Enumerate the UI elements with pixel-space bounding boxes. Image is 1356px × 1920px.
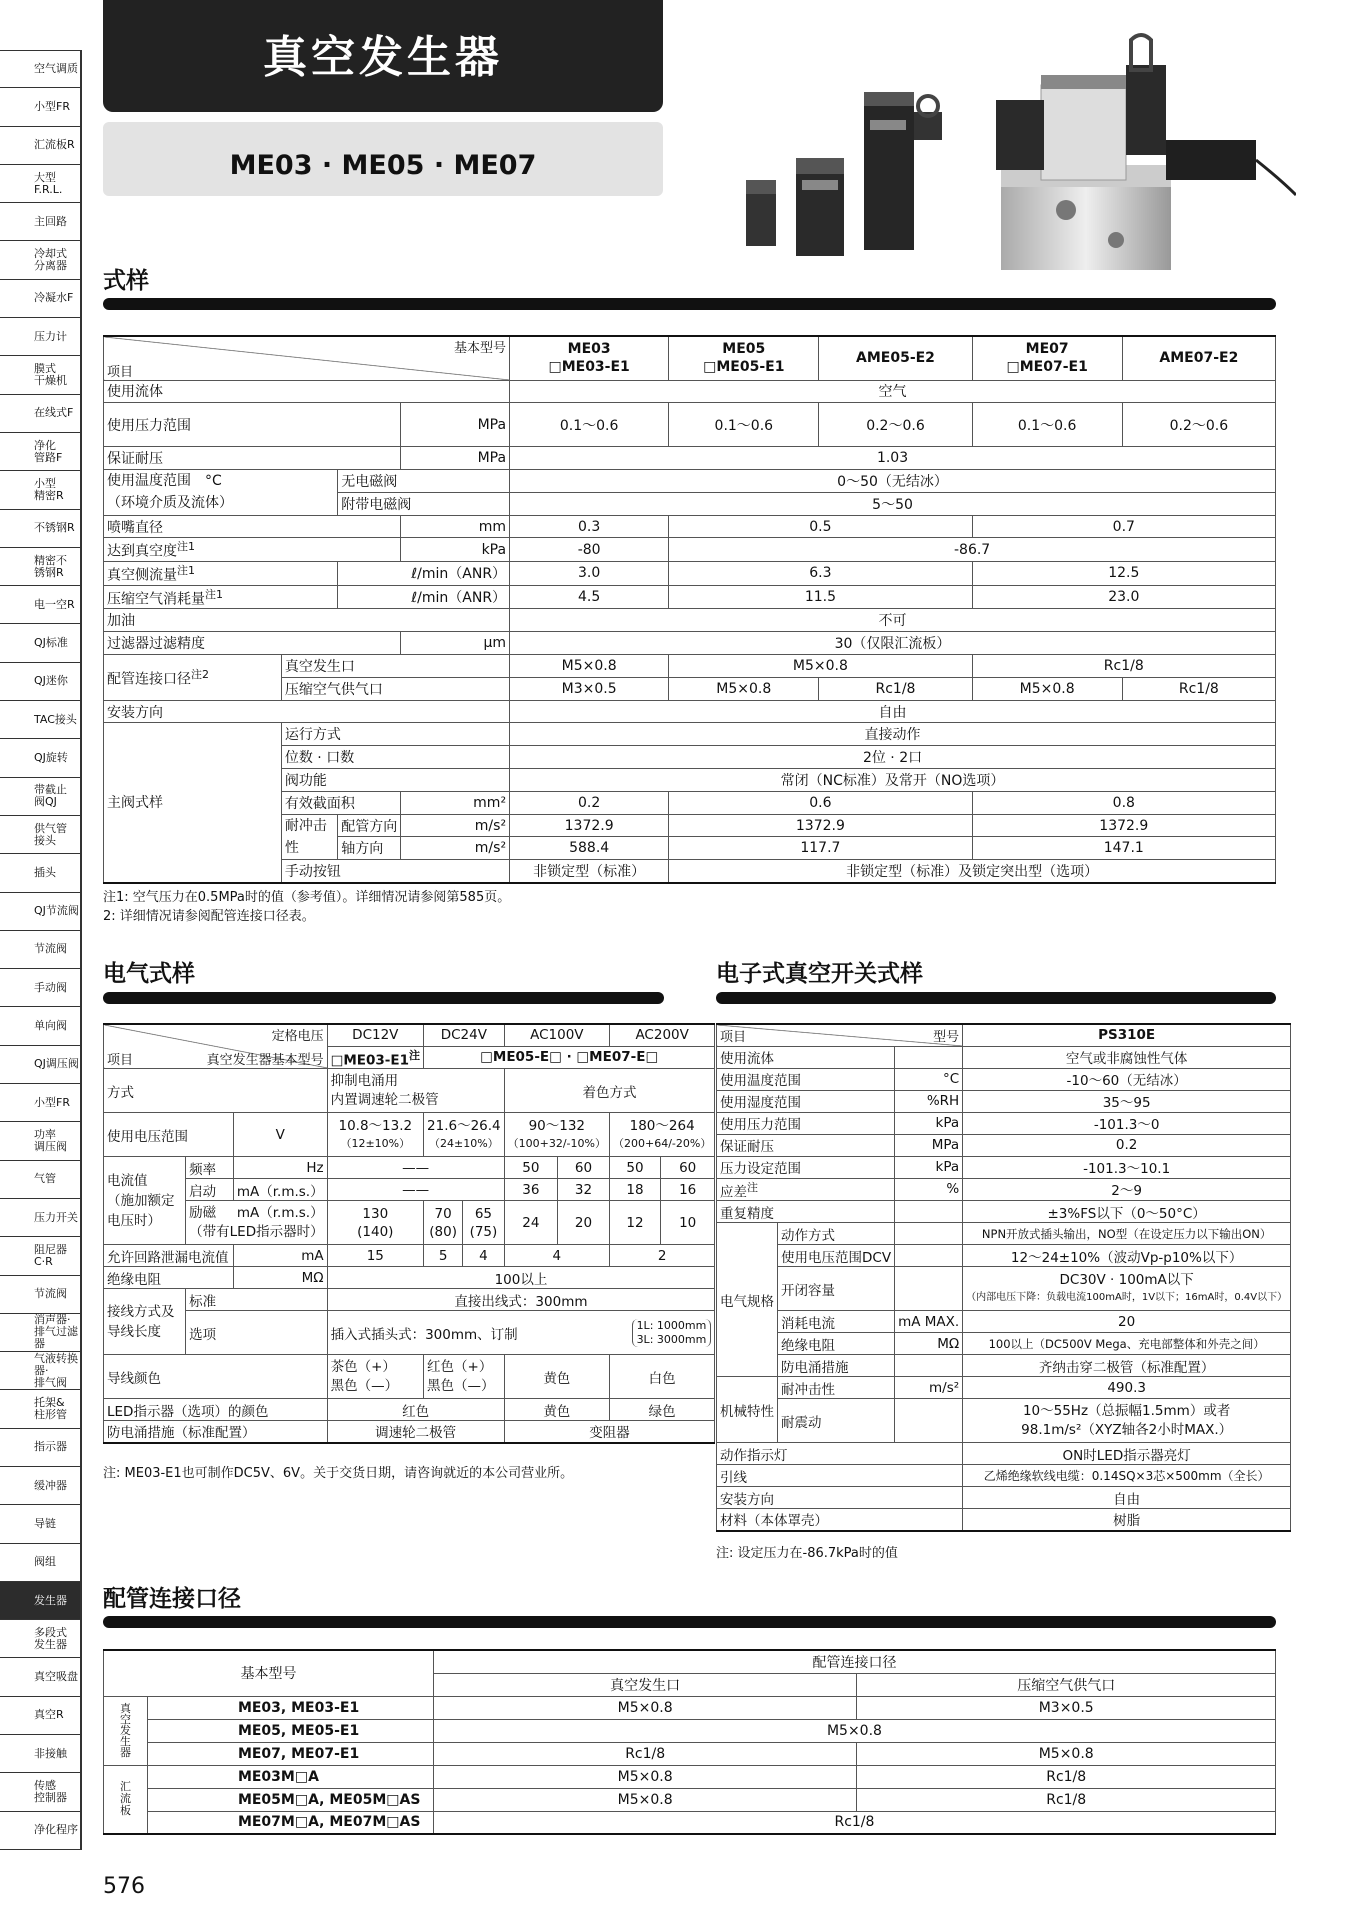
sidebar-item[interactable]: 精密不 锈钢R xyxy=(0,548,82,586)
sidebar-item[interactable]: 托架& 柱形管 xyxy=(0,1390,82,1428)
electrical-table: 定格电压 项目 真空发生器基本型号 DC12V DC24V AC100V AC200V $□ME03-E1^注$ □ME05-E□ · □ME07-E□ 方式 抑制电涌用 内置调速轮二极管 着色方式 使用电压范围 V 10.8～13.2 （12±10%） 21.6～26.4 （24±10%） 90～132 （100+32/-10%） 180～264 （200+64/-20%） 电流值 （施加额定 电压时） 频率 Hz —— 50 60 50 60 启动 mA（r.m.s.） —— 36 32 18 16 励磁 mA（r.m.s.） （带有LED指示器时） 130 (140) 70 (80) 65 (75) 24 20 12 10 允许回路泄漏电流值 mA 15 5 4 4 2 绝缘电阻 MΩ 100以上 接线方式及 导线长度 标准 直接出线式：300mm 选项 插入式插头式：300mm、订制 1L: 1000mm 3L: 3000mm 导线颜色 茶色（+） 黑色（—） 红色（+） 黑色（—） 黄色 白色 LED指示器（选项）的颜色 红色 黄色 绿色 防电涌措施（标准配置） 调速轮二极管 变阻器 xyxy=(103,1023,715,1444)
sidebar-item[interactable]: QJ标准 xyxy=(0,624,82,662)
spec-table: 基本型号 项目 ME03 □ME03-E1 ME05 □ME05-E1 AME05-E2 ME07 □ME07-E1 AME07-E2 使用流体 空气 使用压力范围 MPa 0.1～0.6 0.1～0.6 0.2～0.6 0.1～0.6 0.2～0.6 保证耐压 MPa 1.03 使用温度范围 °C （环境介质及流体） 无电磁阀 0～50（无结冰） 附带电磁阀 5～50 喷嘴直径 mm 0.3 0.5 0.7 达到真空度$^{注1}$ kPa -80 -86.7 真空侧流量$^{注1}$ ℓ/min（ANR） 3.0 6.3 12.5 压缩空气消耗量$^{注1}$ ℓ/min（ANR） 4.5 11.5 23.0 加油 不可 过滤器过滤精度 μm 30（仅限汇流板） 配管连接口径$^{注2}$ 真空发生口 M5×0.8 M5×0.8 Rc1/8 压缩空气供气口 M3×0.5 M5×0.8 Rc1/8 M5×0.8 Rc1/8 安装方向 自由 主阀式样 运行方式 直接动作 位数 · 口数 2位 · 2口 阀功能 常闭（NC标准）及常开（NO选项） 有效截面积 mm² 0.2 0.6 0.8 耐冲击 性 配管方向 m/s² 1372.9 1372.9 1372.9 轴方向 m/s² 588.4 117.7 147.1 手动按钮 非锁定型（标准） 非锁定型（标准）及锁定突出型（选项） xyxy=(103,335,1276,884)
switch-note: 注: 设定压力在-86.7kPa时的值 xyxy=(716,1546,898,1561)
sidebar-item[interactable]: 小型 精密R xyxy=(0,471,82,509)
sidebar-item[interactable]: QJ调压阀 xyxy=(0,1046,82,1084)
sidebar-item[interactable]: 指示器 xyxy=(0,1429,82,1467)
sidebar-item[interactable]: 功率 调压阀 xyxy=(0,1122,82,1160)
sidebar-item[interactable]: 在线式F xyxy=(0,395,82,433)
sidebar-item[interactable]: 缓冲器 xyxy=(0,1467,82,1505)
sidebar-item[interactable]: 主回路 xyxy=(0,203,82,241)
sidebar-item[interactable]: 消声器· 排气过滤器 xyxy=(0,1314,82,1352)
sidebar-item[interactable]: 压力计 xyxy=(0,318,82,356)
sidebar-item[interactable]: 净化程序 xyxy=(0,1812,82,1850)
sidebar-item[interactable]: 小型FR xyxy=(0,1084,82,1122)
sidebar-item[interactable]: 汇流板R xyxy=(0,127,82,165)
electrical-note: 注: ME03-E1也可制作DC5V、6V。关于交货日期，请咨询就近的本公司营业所。 xyxy=(103,1466,574,1481)
sidebar-item[interactable]: 净化 管路F xyxy=(0,433,82,471)
sidebar-item[interactable]: 传感 控制器 xyxy=(0,1773,82,1811)
sidebar-item[interactable]: 小型FR xyxy=(0,88,82,126)
sidebar-item[interactable]: QJ节流阀 xyxy=(0,893,82,931)
sidebar-item[interactable]: 冷凝水F xyxy=(0,280,82,318)
sidebar-item[interactable]: 非接触 xyxy=(0,1735,82,1773)
sidebar-item[interactable]: 冷却式 分离器 xyxy=(0,241,82,279)
page-title: 真空发生器 xyxy=(103,0,663,112)
spec-heading: 式样 xyxy=(103,268,149,294)
sidebar-item[interactable]: QJ旋转 xyxy=(0,739,82,777)
electrical-heading-bar xyxy=(103,992,664,1004)
spec-heading-bar xyxy=(103,298,1276,310)
sidebar-item[interactable]: 压力开关 xyxy=(0,1199,82,1237)
sidebar-item[interactable]: QJ迷你 xyxy=(0,663,82,701)
sidebar-item[interactable]: 阻尼器 C·R xyxy=(0,1237,82,1275)
port-heading: 配管连接口径 xyxy=(103,1586,241,1612)
sidebar-item[interactable]: 不锈钢R xyxy=(0,510,82,548)
sidebar-item[interactable]: 导链 xyxy=(0,1505,82,1543)
sidebar-item[interactable]: 单向阀 xyxy=(0,1007,82,1045)
product-photo xyxy=(736,30,1296,270)
sidebar-item[interactable]: 插头 xyxy=(0,854,82,892)
sidebar-item[interactable]: TAC接头 xyxy=(0,701,82,739)
switch-table: 项目 型号 PS310E 使用流体 空气或非腐蚀性气体 使用温度范围 °C -10～60（无结冰） 使用湿度范围 %RH 35～95 使用压力范围 kPa -101.3～0 保证耐压 MPa 0.2 压力设定范围 kPa -101.3～10.1 应差$^注$ % 2～9 重复精度 ±3%FS以下（0～50°C） 电气规格 动作方式 NPN开放式插头输出，NO型（在设定压力以下输出ON） 使用电压范围DCV 12～24±10%（波动Vp-p10%以下） 开闭容量 DC30V · 100mA以下 （内部电压下降：负载电流100mA时，1V以下；16mA时，0.4V以下） 消耗电流 mA MAX. 20 绝缘电阻 MΩ 100以上（DC500V Mega、充电部整体和外壳之间） 防电涌措施 齐纳击穿二极管（标准配置） 机械特性 耐冲击性 m/s² 490.3 耐震动 10～55Hz（总振幅1.5mm）或者 98.1m/s²（XYZ轴各2小时MAX.） 动作指示灯 ON时LED指示器亮灯 引线 乙烯绝缘软线电缆：0.14SQ×3芯×500mm（全长） 安装方向 自由 材料（本体罩壳） 树脂 xyxy=(716,1023,1291,1532)
switch-heading: 电子式真空开关式样 xyxy=(716,961,923,987)
sidebar-item[interactable]: 电一空R xyxy=(0,586,82,624)
sidebar-item[interactable]: 发生器 xyxy=(0,1582,82,1620)
sidebar-item[interactable]: 带截止 阀QJ xyxy=(0,778,82,816)
sidebar xyxy=(0,50,82,1850)
sidebar-item[interactable]: 真空R xyxy=(0,1697,82,1735)
port-table: 基本型号 配管连接口径 真空发生口 压缩空气供气口 真 空 发 生 器 ME03, ME03-E1 M5×0.8 M3×0.5 ME05, ME05-E1 M5×0.8 ME07, ME07-E1 Rc1/8 M5×0.8 汇 流 板 ME03M□A M5×0.8 Rc1/8 ME05M□A, ME05M□AS M5×0.8 Rc1/8 ME07M□A, ME07M□AS Rc1/8 xyxy=(103,1649,1276,1835)
sidebar-item[interactable]: 真空吸盘 xyxy=(0,1658,82,1696)
sidebar-item[interactable]: 手动阀 xyxy=(0,969,82,1007)
sidebar-item[interactable]: 节流阀 xyxy=(0,1276,82,1314)
sidebar-item[interactable]: 空气调质 xyxy=(0,50,82,88)
page-number: 576 xyxy=(103,1874,145,1899)
sidebar-item[interactable]: 多段式 发生器 xyxy=(0,1620,82,1658)
sidebar-item[interactable]: 气管 xyxy=(0,1161,82,1199)
sidebar-item[interactable]: 膜式 干燥机 xyxy=(0,356,82,394)
switch-heading-bar xyxy=(716,992,1276,1004)
sidebar-item[interactable]: 阀组 xyxy=(0,1544,82,1582)
sidebar-item[interactable]: 大型 F.R.L. xyxy=(0,165,82,203)
sidebar-item[interactable]: 节流阀 xyxy=(0,931,82,969)
sidebar-item[interactable]: 供气管 接头 xyxy=(0,816,82,854)
port-heading-bar xyxy=(103,1616,1276,1628)
spec-notes: 注1: 空气压力在0.5MPa时的值（参考值）。详细情况请参阅第585页。 2: 详细情况请参阅配管连接口径表。 xyxy=(103,890,511,924)
sidebar-item[interactable]: 气液转换器· 排气阀 xyxy=(0,1352,82,1390)
electrical-heading: 电气式样 xyxy=(103,961,195,987)
model-subtitle: ME03 · ME05 · ME07 xyxy=(103,122,663,196)
